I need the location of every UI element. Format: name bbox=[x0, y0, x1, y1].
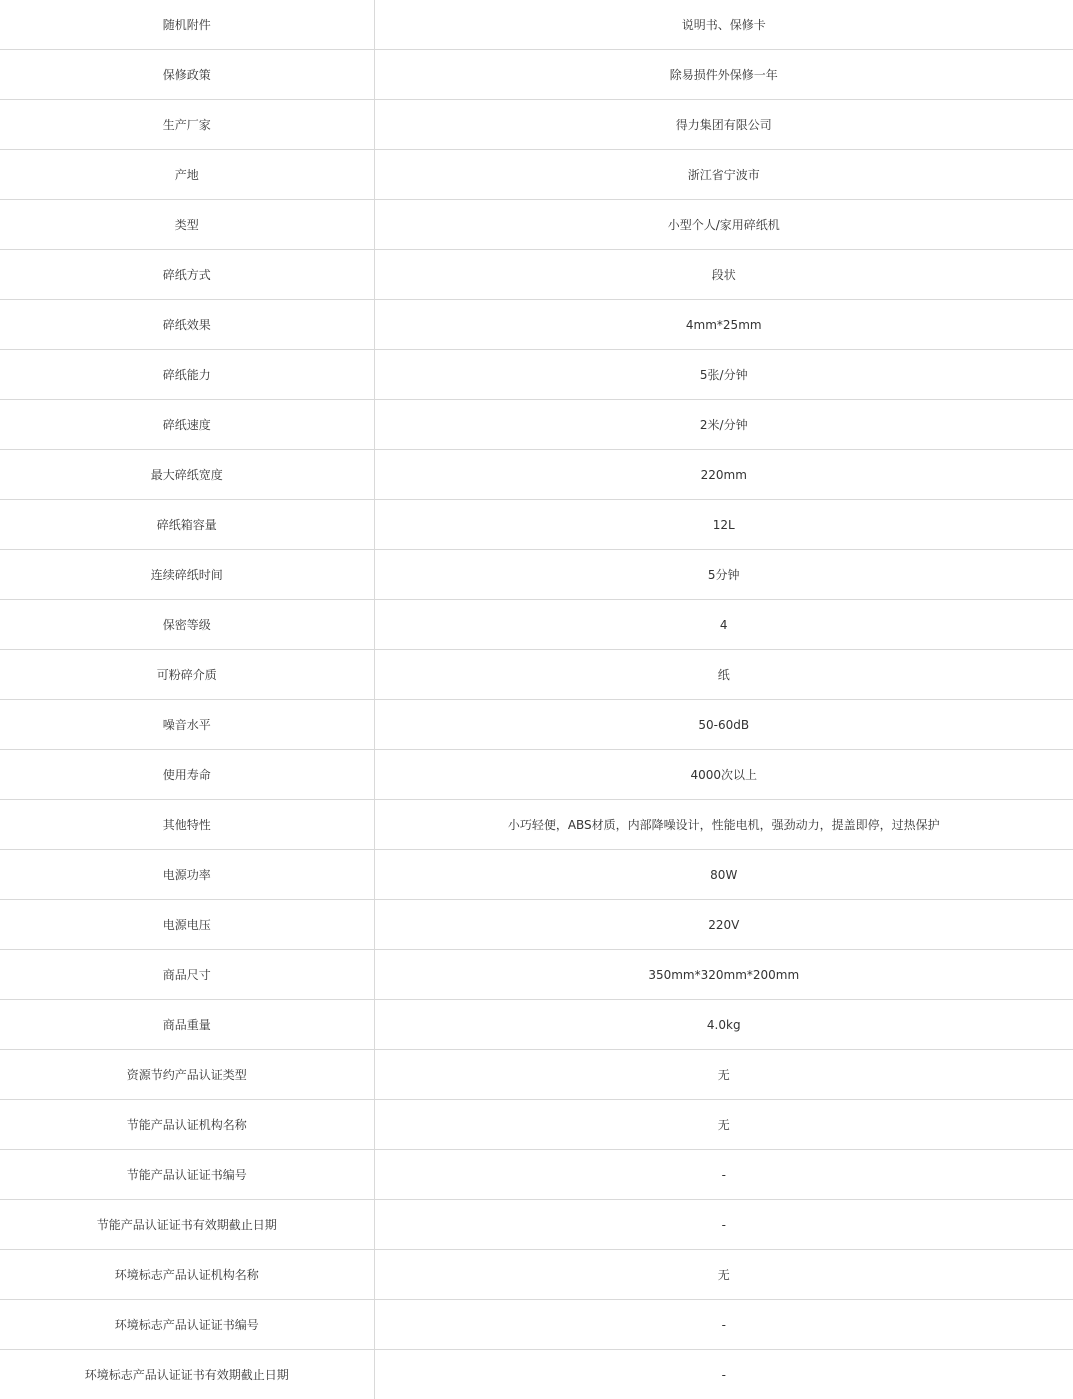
table-row bbox=[0, 1250, 1073, 1300]
spec-label: 碎纸能力 bbox=[0, 350, 374, 400]
table-row bbox=[0, 450, 1073, 500]
spec-label: 资源节约产品认证类型 bbox=[0, 1050, 374, 1100]
table-row bbox=[0, 650, 1073, 700]
spec-label: 商品重量 bbox=[0, 1000, 374, 1050]
table-row bbox=[0, 900, 1073, 950]
spec-value: - bbox=[374, 1350, 1073, 1399]
table-row bbox=[0, 400, 1073, 450]
spec-label: 节能产品认证机构名称 bbox=[0, 1100, 374, 1150]
spec-label: 类型 bbox=[0, 200, 374, 250]
spec-value: 无 bbox=[374, 1250, 1073, 1300]
table-row bbox=[0, 350, 1073, 400]
spec-value: 无 bbox=[374, 1050, 1073, 1100]
spec-value: 4 bbox=[374, 600, 1073, 650]
spec-label: 环境标志产品认证证书有效期截止日期 bbox=[0, 1350, 374, 1399]
spec-label: 保密等级 bbox=[0, 600, 374, 650]
spec-label: 碎纸速度 bbox=[0, 400, 374, 450]
spec-value: 220V bbox=[374, 900, 1073, 950]
table-row bbox=[0, 600, 1073, 650]
table-row bbox=[0, 800, 1073, 850]
spec-value: 小巧轻便，ABS材质，内部降噪设计，性能电机，强劲动力，提盖即停，过热保护 bbox=[374, 800, 1073, 850]
table-row bbox=[0, 1000, 1073, 1050]
spec-value: 浙江省宁波市 bbox=[374, 150, 1073, 200]
table-row bbox=[0, 1100, 1073, 1150]
table-row bbox=[0, 0, 1073, 50]
spec-value: 350mm*320mm*200mm bbox=[374, 950, 1073, 1000]
spec-label: 随机附件 bbox=[0, 0, 374, 50]
spec-value: 说明书、保修卡 bbox=[374, 0, 1073, 50]
table-row bbox=[0, 500, 1073, 550]
spec-label: 生产厂家 bbox=[0, 100, 374, 150]
spec-value: - bbox=[374, 1300, 1073, 1350]
spec-value: 纸 bbox=[374, 650, 1073, 700]
table-row bbox=[0, 1050, 1073, 1100]
spec-label: 可粉碎介质 bbox=[0, 650, 374, 700]
spec-value: 无 bbox=[374, 1100, 1073, 1150]
spec-value: 4.0kg bbox=[374, 1000, 1073, 1050]
spec-label: 最大碎纸宽度 bbox=[0, 450, 374, 500]
table-row bbox=[0, 300, 1073, 350]
table-row bbox=[0, 1200, 1073, 1250]
spec-label: 电源电压 bbox=[0, 900, 374, 950]
spec-value: 5分钟 bbox=[374, 550, 1073, 600]
spec-label: 使用寿命 bbox=[0, 750, 374, 800]
table-row bbox=[0, 200, 1073, 250]
spec-label: 产地 bbox=[0, 150, 374, 200]
spec-label: 环境标志产品认证证书编号 bbox=[0, 1300, 374, 1350]
spec-label: 商品尺寸 bbox=[0, 950, 374, 1000]
spec-value: 50-60dB bbox=[374, 700, 1073, 750]
table-row bbox=[0, 250, 1073, 300]
spec-value: 5张/分钟 bbox=[374, 350, 1073, 400]
spec-value: - bbox=[374, 1200, 1073, 1250]
table-row bbox=[0, 50, 1073, 100]
spec-value: 80W bbox=[374, 850, 1073, 900]
spec-value: 得力集团有限公司 bbox=[374, 100, 1073, 150]
spec-label: 节能产品认证证书有效期截止日期 bbox=[0, 1200, 374, 1250]
spec-label: 连续碎纸时间 bbox=[0, 550, 374, 600]
table-row bbox=[0, 150, 1073, 200]
spec-label: 环境标志产品认证机构名称 bbox=[0, 1250, 374, 1300]
spec-label: 碎纸效果 bbox=[0, 300, 374, 350]
table-row bbox=[0, 550, 1073, 600]
table-row bbox=[0, 1150, 1073, 1200]
spec-value: 2米/分钟 bbox=[374, 400, 1073, 450]
table-row bbox=[0, 750, 1073, 800]
spec-label: 噪音水平 bbox=[0, 700, 374, 750]
spec-label: 其他特性 bbox=[0, 800, 374, 850]
spec-value: 段状 bbox=[374, 250, 1073, 300]
table-row bbox=[0, 1300, 1073, 1350]
spec-value: 4000次以上 bbox=[374, 750, 1073, 800]
spec-label: 电源功率 bbox=[0, 850, 374, 900]
table-row bbox=[0, 1350, 1073, 1399]
spec-label: 保修政策 bbox=[0, 50, 374, 100]
table-row bbox=[0, 950, 1073, 1000]
table-row bbox=[0, 100, 1073, 150]
spec-value: 4mm*25mm bbox=[374, 300, 1073, 350]
spec-value: 小型个人/家用碎纸机 bbox=[374, 200, 1073, 250]
spec-value: 除易损件外保修一年 bbox=[374, 50, 1073, 100]
spec-value: - bbox=[374, 1150, 1073, 1200]
spec-label: 节能产品认证证书编号 bbox=[0, 1150, 374, 1200]
spec-label: 碎纸箱容量 bbox=[0, 500, 374, 550]
spec-label: 碎纸方式 bbox=[0, 250, 374, 300]
spec-value: 12L bbox=[374, 500, 1073, 550]
table-row bbox=[0, 700, 1073, 750]
table-row bbox=[0, 850, 1073, 900]
spec-value: 220mm bbox=[374, 450, 1073, 500]
